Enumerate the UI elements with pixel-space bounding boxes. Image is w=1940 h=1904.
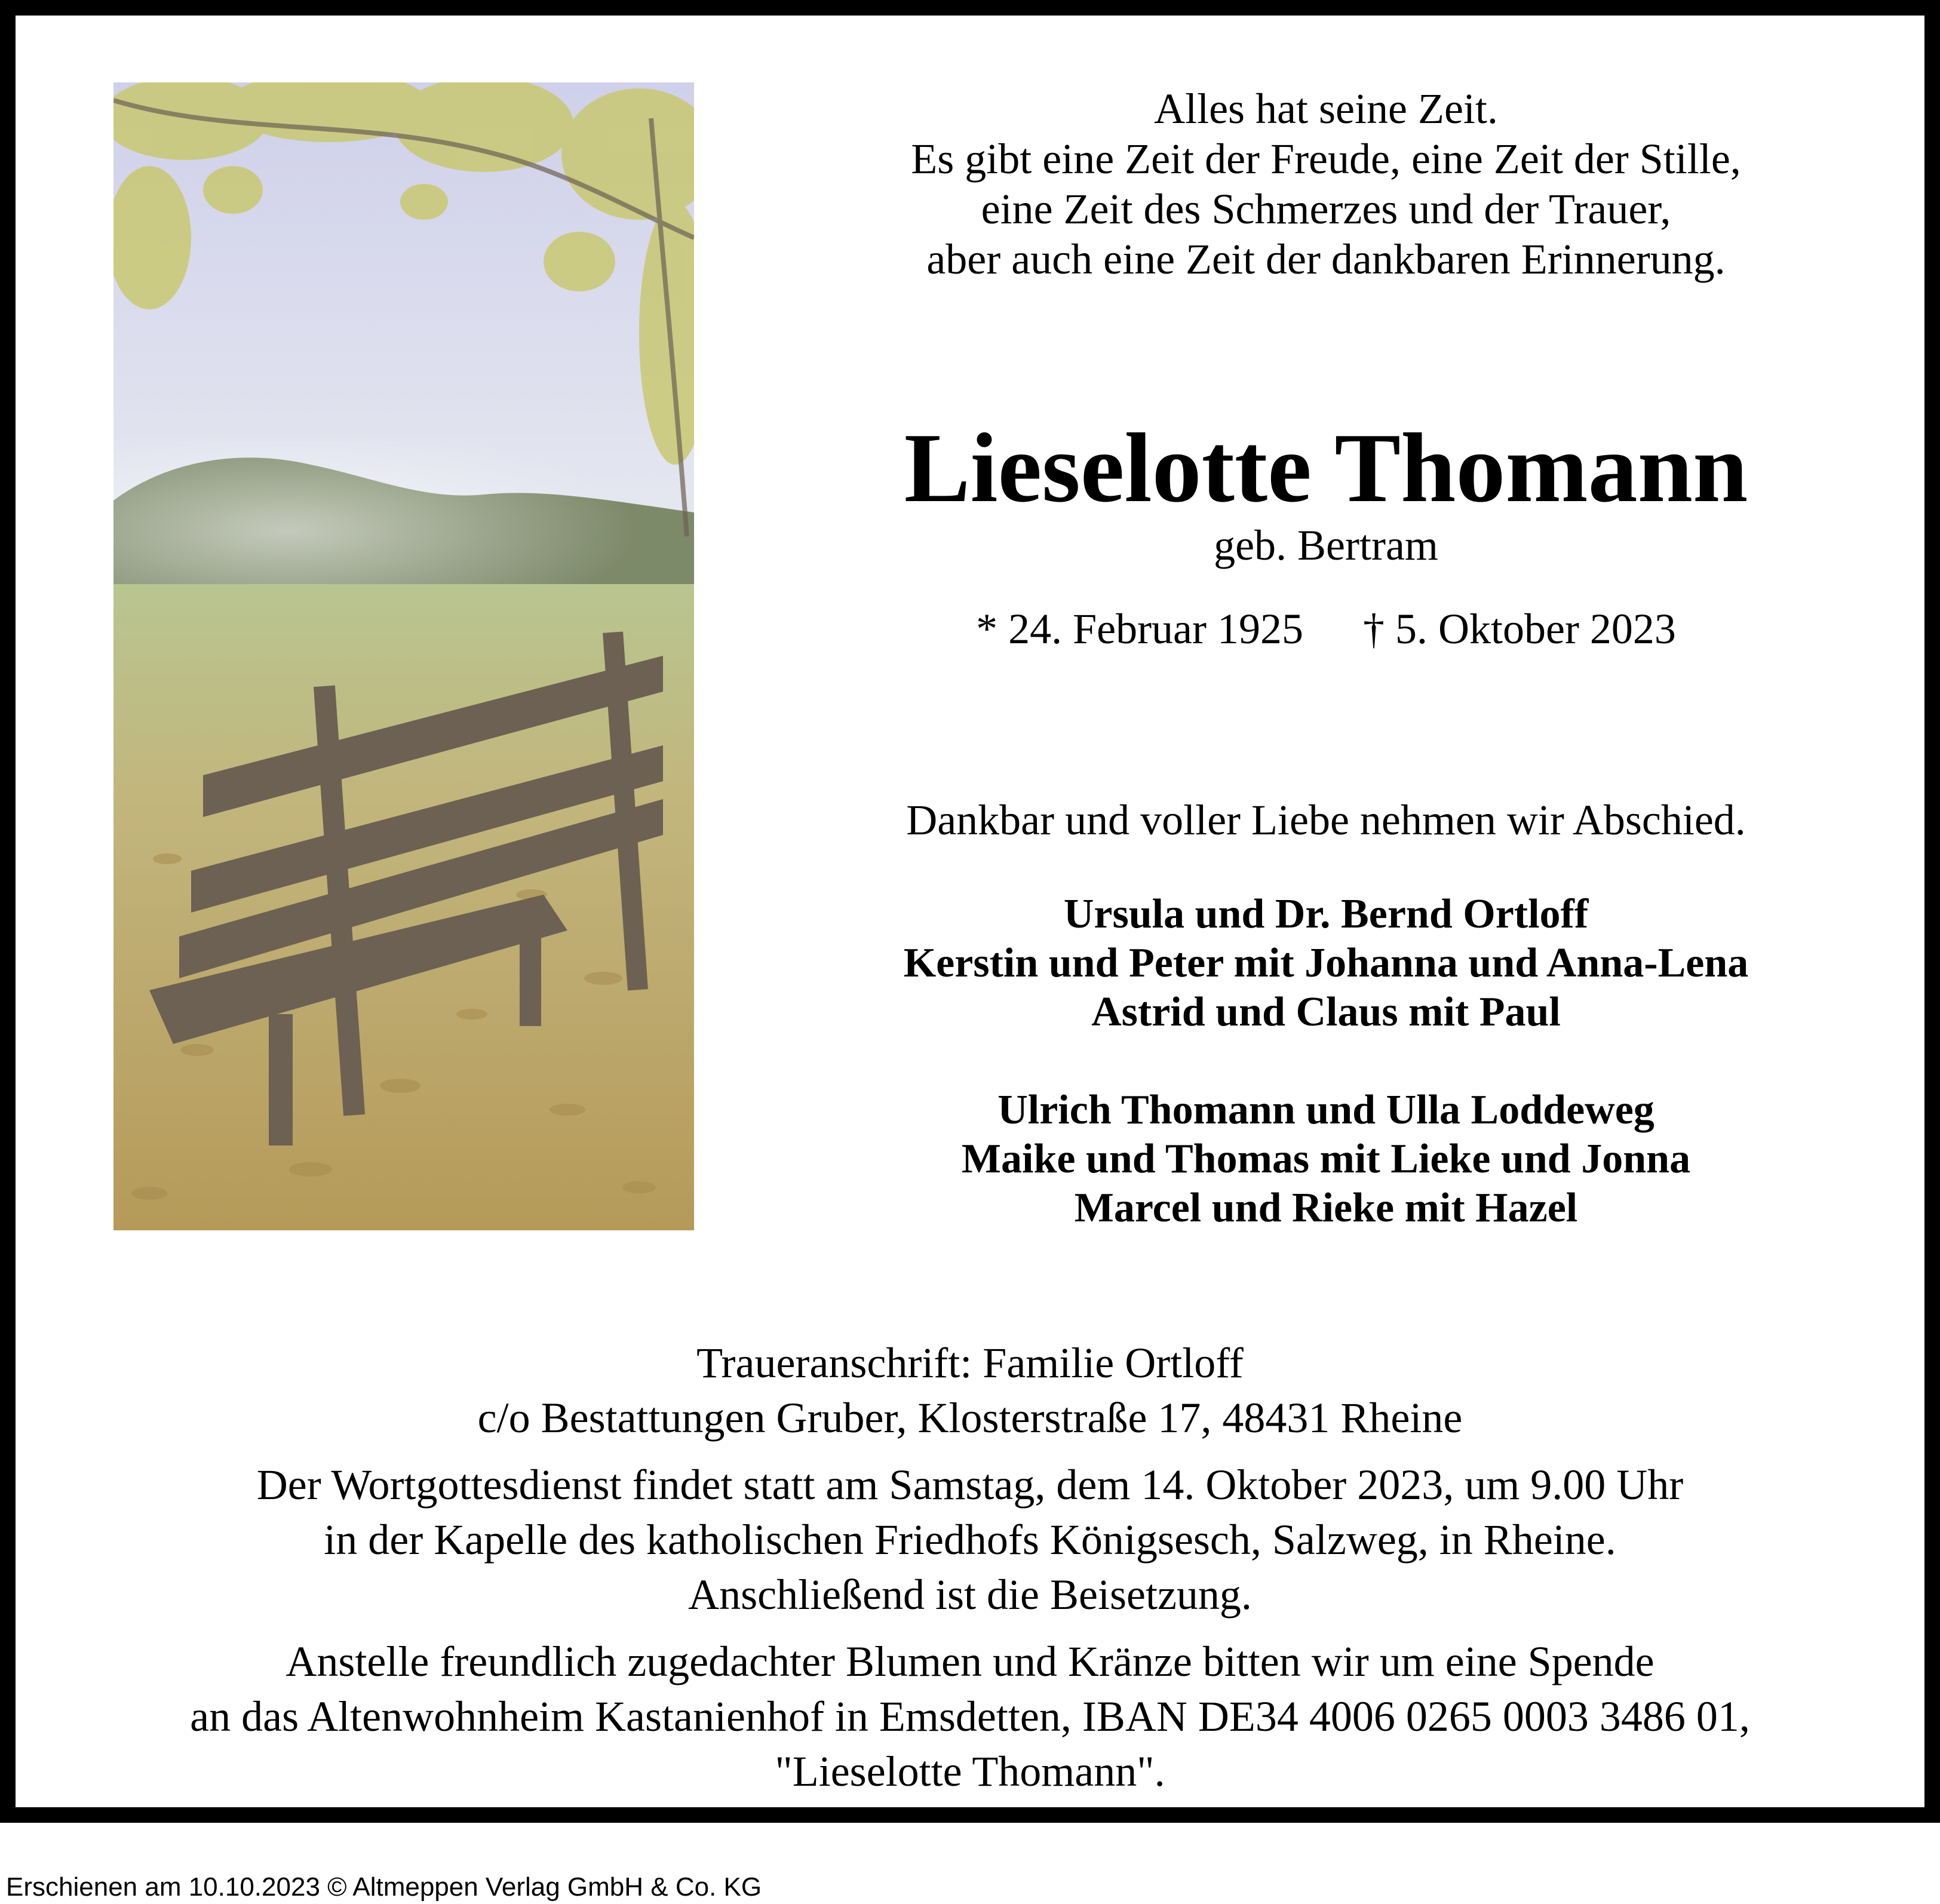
family-line: Maike und Thomas mit Lieke und Jonna — [961, 1136, 1691, 1182]
donation-line: an das Altenwohnheim Kastanienhof in Emsdetten, IBAN DE34 4006 0265 0003 3486 01, — [190, 1693, 1750, 1740]
maiden-name: geb. Bertram — [1214, 521, 1438, 569]
deceased-name: Lieselotte Thomann — [904, 413, 1748, 523]
poem-line: Alles hat seine Zeit. — [1154, 85, 1498, 133]
address-line: c/o Bestattungen Gruber, Klosterstraße 17, 48431 Rheine — [477, 1394, 1463, 1442]
bench-landscape-image — [113, 82, 694, 1230]
poem — [765, 84, 1887, 284]
family-line: Astrid und Claus mit Paul — [1091, 989, 1561, 1035]
family-line: Ursula und Dr. Bernd Ortloff — [1063, 891, 1589, 937]
family-line: Kerstin und Peter mit Johanna und Anna-Lena — [903, 940, 1749, 986]
memorial-photo — [113, 82, 694, 1230]
poem-line: aber auch eine Zeit der dankbaren Erinnerung. — [926, 235, 1726, 283]
birth-date: * 24. Februar 1925 — [976, 605, 1303, 653]
donation-line: Anstelle freundlich zugedachter Blumen und Kränze bitten wir um eine Spende — [286, 1638, 1654, 1685]
poem-line: Es gibt eine Zeit der Freude, eine Zeit der Stille, — [911, 135, 1741, 183]
farewell-text: Dankbar und voller Liebe nehmen wir Abschied. — [906, 796, 1746, 844]
address-line: Traueranschrift: Familie Ortloff — [696, 1339, 1244, 1387]
service-line: Der Wortgottesdienst findet statt am Samstag, dem 14. Oktober 2023, um 9.00 Uhr — [256, 1461, 1684, 1509]
donation-info — [36, 1634, 1904, 1799]
donation-line: "Lieselotte Thomann". — [775, 1748, 1165, 1795]
family-line: Marcel und Rieke mit Hazel — [1074, 1185, 1578, 1231]
mourning-address — [36, 1335, 1904, 1445]
life-dates — [765, 602, 1887, 656]
family-group-2 — [765, 1086, 1887, 1233]
publication-footer: Erschienen am 10.10.2023 © Altmeppen Verlag GmbH & Co. KG — [6, 1872, 762, 1902]
family-line: Ulrich Thomann und Ulla Loddeweg — [997, 1087, 1654, 1133]
service-info — [36, 1457, 1904, 1622]
family-group-1 — [765, 890, 1887, 1037]
service-line: Anschließend ist die Beisetzung. — [688, 1571, 1252, 1619]
poem-line: eine Zeit des Schmerzes und der Trauer, — [981, 185, 1671, 233]
service-line: in der Kapelle des katholischen Friedhofs Königsesch, Salzweg, in Rheine. — [324, 1516, 1616, 1564]
death-date: † 5. Oktober 2023 — [1362, 605, 1676, 653]
